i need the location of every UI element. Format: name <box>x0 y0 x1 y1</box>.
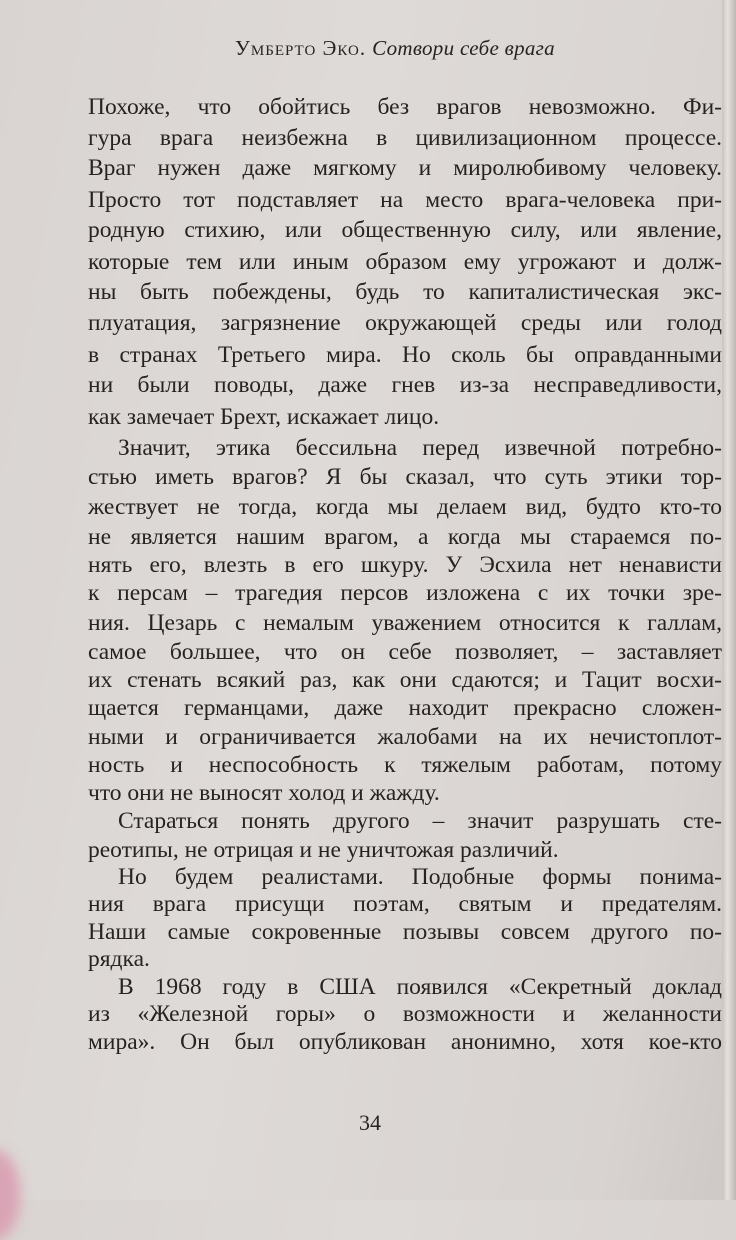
text-line: родную стихию, или общественную силу, или явление, <box>88 217 722 243</box>
text-line: к персам – трагедия персов изложена с их точки зре- <box>88 580 722 606</box>
page-edge <box>722 0 736 1200</box>
text-line: ния врага присущи поэтам, святым и предателям. <box>88 891 722 917</box>
text-line: рядка. <box>88 946 150 972</box>
text-line: в странах Третьего мира. Но сколь бы оправданными <box>88 342 722 368</box>
text-line: Враг нужен даже мягкому и миролюбивому человеку. <box>88 155 722 181</box>
header-author: Умберто Эко. <box>235 36 367 60</box>
text-line: как замечает Брехт, искажает лицо. <box>88 404 440 430</box>
text-line: щается германцами, даже находит прекрасно сложен- <box>88 695 722 721</box>
text-line: Наши самые сокровенные позывы совсем другого по- <box>88 919 722 945</box>
text-line: ни были поводы, даже гнев из-за несправедливости, <box>88 372 722 398</box>
text-line: что они не выносят холод и жажду. <box>88 780 440 806</box>
text-line: нять его, влезть в его шкуру. У Эсхила нет ненависти <box>88 552 722 578</box>
finger <box>0 1150 20 1240</box>
text-line: стью иметь врагов? Я бы сказал, что суть этики тор- <box>88 464 722 490</box>
text-line: В 1968 году в США появился «Секретный доклад <box>118 974 722 1000</box>
text-line: которые тем или иным образом ему угрожают и долж- <box>88 249 722 275</box>
running-header <box>0 36 736 61</box>
text-line: ность и неспособность к тяжелым работам, потому <box>88 752 722 778</box>
text-line: реотипы, не отрицая и не уничтожая различий. <box>88 837 559 863</box>
text-line: Но будем реалистами. Подобные формы понима- <box>118 864 722 890</box>
text-line: из «Железной горы» о возможности и желанности <box>88 1001 722 1027</box>
page-number: 34 <box>359 1110 381 1135</box>
text-line: ны быть побеждены, будь то капиталистическая экс- <box>88 279 722 305</box>
text-line: Стараться понять другого – значит разрушать сте- <box>118 808 722 834</box>
text-line: их стенать всякий раз, как они сдаются; и Тацит восхи- <box>88 667 722 693</box>
text-line: плуатация, загрязнение окружающей среды или голод <box>88 310 722 336</box>
text-line: мира». Он был опубликован анонимно, хотя кое-кто <box>88 1029 722 1055</box>
text-line: ния. Цезарь с немалым уважением относится к галлам, <box>88 610 722 636</box>
text-line: жествует не тогда, когда мы делаем вид, будто кто-то <box>88 494 722 520</box>
header-title: Сотвори себе врага <box>372 36 555 60</box>
text-line: гура врага неизбежна в цивилизационном процессе. <box>88 125 722 151</box>
text-line: ными и ограничивается жалобами на их нечистоплот- <box>88 724 722 750</box>
text-line: самое большее, что он себе позволяет, – заставляет <box>88 639 722 665</box>
text-line: Значит, этика бессильна перед извечной потребно- <box>118 435 722 461</box>
text-line: не является нашим врагом, а когда мы стараемся по- <box>88 524 722 550</box>
text-line: Просто тот подставляет на место врага-человека при- <box>88 187 722 213</box>
text-line: Похоже, что обойтись без врагов невозможно. Фи- <box>88 94 722 120</box>
